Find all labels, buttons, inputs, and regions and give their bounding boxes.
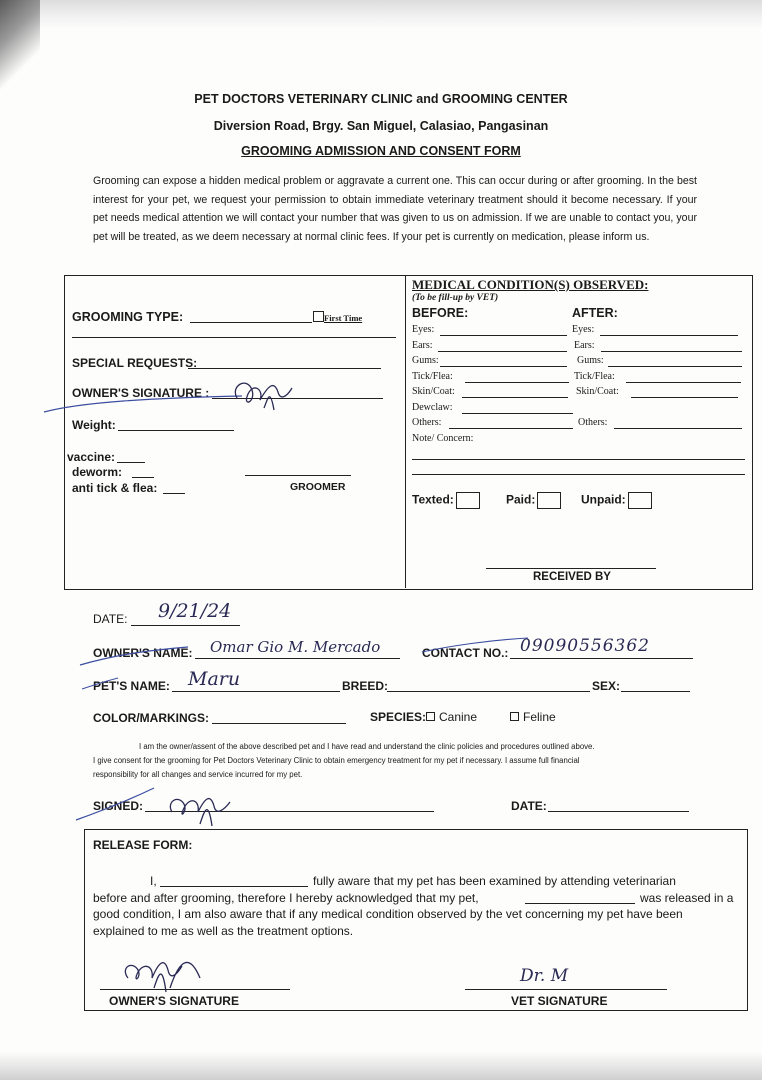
owner-signature-label: OWNER'S SIGNATURE :: [72, 386, 210, 400]
release-title: RELEASE FORM:: [93, 838, 193, 852]
contact-label: CONTACT NO.:: [422, 646, 509, 660]
after-skin: Skin/Coat:: [576, 386, 619, 397]
before-heading: BEFORE:: [412, 306, 469, 320]
signed-signature: [74, 780, 254, 828]
sex-label: SEX:: [592, 679, 621, 693]
anti-tick-label: anti tick & flea:: [72, 481, 158, 495]
vet-signature-label: VET SIGNATURE: [511, 994, 608, 1008]
clinic-name: PET DOCTORS VETERINARY CLINIC and GROOMING CENTER: [194, 92, 568, 106]
received-by-label: RECEIVED BY: [533, 571, 611, 583]
pet-name-value: Maru: [188, 668, 241, 690]
received-by-line[interactable]: [486, 568, 656, 569]
before-eyes-field[interactable]: [440, 335, 567, 336]
texted-option[interactable]: [412, 492, 480, 509]
box-divider: [405, 276, 406, 588]
paid-label: Paid:: [506, 492, 536, 507]
date-value: 9/21/24: [158, 600, 232, 622]
after-ears: Ears:: [574, 340, 595, 351]
texted-checkbox[interactable]: [456, 492, 480, 509]
scan-shadow: [0, 0, 40, 90]
release-name-field[interactable]: [160, 886, 308, 887]
medical-subtitle: (To be fill-up by VET): [412, 293, 499, 303]
unpaid-checkbox[interactable]: [628, 492, 652, 509]
species-canine-option[interactable]: [426, 710, 477, 724]
vaccine-label: vaccine:: [67, 450, 116, 464]
clinic-address: Diversion Road, Brgy. San Miguel, Calasiao, Pangasinan: [213, 119, 549, 133]
strike-stroke: [78, 645, 198, 669]
before-eyes: Eyes:: [412, 324, 435, 335]
owner-signature-line[interactable]: [100, 989, 290, 990]
consent-line-1: I am the owner/assent of the above described pet and I have read and understand the clinic policies and procedures outlined above.: [139, 742, 595, 751]
anti-tick-field[interactable]: [163, 493, 185, 494]
after-others: Others:: [578, 417, 608, 428]
paid-checkbox[interactable]: [537, 492, 561, 509]
after-skin-field[interactable]: [631, 397, 738, 398]
release-owner-signature-label: OWNER'S SIGNATURE: [109, 994, 239, 1008]
release-p-c: was released in a: [640, 891, 734, 905]
owner-name-label: OWNER'S NAME:: [93, 646, 193, 660]
before-ears: Ears:: [412, 340, 433, 351]
owner-name-value: Omar Gio M. Mercado: [210, 638, 381, 656]
after-heading: AFTER:: [572, 306, 618, 320]
release-p-b: before and after grooming, therefore I hereby acknowledged that my pet,: [93, 891, 479, 905]
special-requests-label: SPECIAL REQUESTS:: [72, 356, 198, 370]
groomer-label: GROOMER: [290, 481, 346, 493]
feline-checkbox[interactable]: [510, 712, 519, 721]
first-time-option[interactable]: [313, 311, 362, 323]
after-tick: Tick/Flea:: [574, 371, 615, 382]
consent-date-label: DATE:: [511, 799, 547, 813]
paper-fold: [0, 0, 762, 30]
release-owner-signature: [110, 948, 220, 994]
owner-name-field[interactable]: [195, 658, 400, 659]
form-title: GROOMING ADMISSION AND CONSENT FORM: [241, 144, 521, 158]
before-skin: Skin/Coat:: [412, 386, 455, 397]
intro-paragraph: Grooming can expose a hidden medical problem or aggravate a current one. This can occur during or after grooming. In the best interest for your pet, we request your permission to obtain immediate veterinary treatment should it become necessary. If your pet needs medical attention we will contact your number that was given to us on admission. If we are unable to contact you, your pet will be treated, as we deem necessary at normal clinic fees. If your pet is currently on medication, please inform us.: [93, 175, 697, 243]
contact-field[interactable]: [510, 658, 693, 659]
weight-field[interactable]: [118, 430, 234, 431]
date-label: DATE:: [93, 612, 128, 626]
scan-shadow-bottom: [0, 1052, 762, 1080]
consent-line-3: responsibility for all changes and service incurred for my pet.: [93, 770, 303, 779]
release-p-d: good condition, I am also aware that if any medical condition observed by the vet concerning my pet have been: [93, 907, 683, 921]
before-skin-field[interactable]: [462, 397, 568, 398]
note-line-2[interactable]: [412, 474, 745, 475]
after-others-field[interactable]: [614, 428, 742, 429]
before-dewclaw-field[interactable]: [462, 413, 573, 414]
grooming-type-label: GROOMING TYPE:: [72, 310, 184, 324]
before-gums: Gums:: [412, 355, 439, 366]
deworm-label: deworm:: [72, 465, 123, 479]
note-line-1[interactable]: [412, 459, 745, 460]
contact-value: 09090556362: [520, 636, 650, 656]
vet-handwriting: Dr. M: [520, 966, 569, 986]
after-eyes: Eyes:: [572, 324, 595, 335]
first-time-label: First Time: [324, 313, 363, 323]
release-pet-field[interactable]: [525, 903, 635, 904]
unpaid-option[interactable]: [581, 492, 652, 509]
weight-label: Weight:: [72, 418, 116, 432]
date-field[interactable]: [131, 625, 240, 626]
release-p-a: fully aware that my pet has been examined by attending veterinarian: [313, 874, 676, 888]
grooming-type-extra-line[interactable]: [72, 337, 396, 338]
texted-label: Texted:: [412, 492, 454, 507]
after-gums: Gums:: [577, 355, 604, 366]
release-p-i: I,: [150, 874, 157, 888]
pet-name-field[interactable]: [172, 691, 340, 692]
pet-name-label: PET'S NAME:: [93, 679, 170, 693]
breed-label: BREED:: [342, 679, 389, 693]
species-label: SPECIES:: [370, 710, 427, 724]
feline-label: Feline: [523, 710, 556, 724]
signed-label: SIGNED:: [93, 799, 144, 813]
before-dewclaw: Dewclaw:: [412, 402, 453, 413]
unpaid-label: Unpaid:: [581, 492, 626, 507]
owner-signature-scribble: [42, 368, 302, 418]
deworm-field[interactable]: [132, 477, 154, 478]
consent-line-2: I give consent for the grooming for Pet Doctors Veterinary Clinic to obtain emergency treatment for my pet if necessary. I assume full financial: [93, 756, 580, 765]
before-tick: Tick/Flea:: [412, 371, 453, 382]
color-markings-field[interactable]: [212, 723, 346, 724]
vaccine-field[interactable]: [117, 462, 145, 463]
after-ears-field[interactable]: [601, 351, 742, 352]
first-time-checkbox[interactable]: [313, 311, 324, 322]
before-others-field[interactable]: [449, 428, 573, 429]
after-tick-field[interactable]: [626, 382, 741, 383]
sex-field[interactable]: [621, 691, 690, 692]
before-gums-field[interactable]: [440, 366, 567, 367]
canine-checkbox[interactable]: [426, 712, 435, 721]
before-others: Others:: [412, 417, 442, 428]
medical-title: MEDICAL CONDITION(S) OBSERVED:: [412, 277, 649, 292]
groomer-signature-line[interactable]: [245, 475, 351, 476]
pet-strike: [80, 675, 120, 693]
color-markings-label: COLOR/MARKINGS:: [93, 711, 209, 725]
note-concern-label: Note/ Concern:: [412, 433, 474, 444]
release-p-e: explained to me as well as the treatment options.: [93, 924, 354, 938]
before-ears-field[interactable]: [438, 351, 567, 352]
grooming-type-field[interactable]: [190, 322, 312, 323]
after-eyes-field[interactable]: [600, 335, 738, 336]
after-gums-field[interactable]: [608, 366, 742, 367]
paid-option[interactable]: [506, 492, 561, 509]
contact-strike: [420, 636, 530, 656]
vet-signature-line[interactable]: [465, 989, 667, 990]
canine-label: Canine: [439, 710, 478, 724]
consent-date-field[interactable]: [548, 811, 689, 812]
before-tick-field[interactable]: [465, 382, 569, 383]
species-feline-option[interactable]: [510, 710, 556, 724]
breed-field[interactable]: [387, 691, 590, 692]
